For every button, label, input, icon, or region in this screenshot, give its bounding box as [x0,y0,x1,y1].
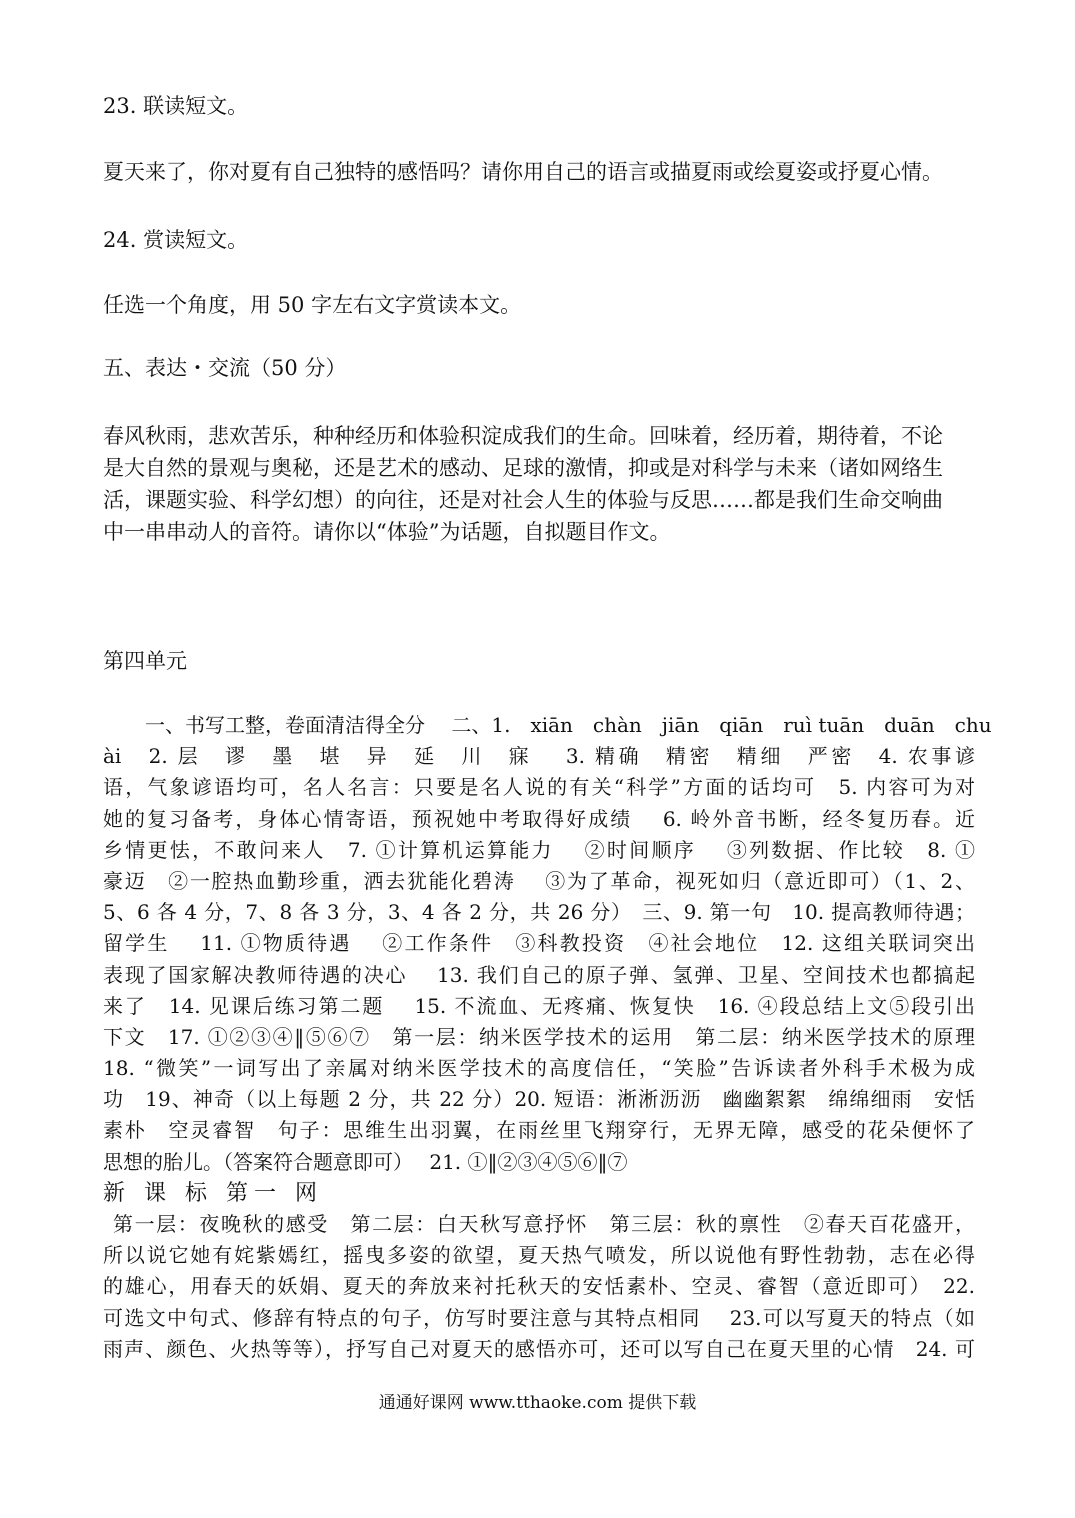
answer-line: 5、6 各 4 分，7、8 各 3 分，3、4 各 2 分，共 26 分） 三、9. 第一句 10. 提高教师待遇； [103,900,975,925]
answer-line: 素朴 空灵睿智 句子：思维生出羽翼，在雨丝里飞翔穿行，无界无障，感受的花朵便怀了 [103,1118,975,1143]
answer-line: 下文 17. ①②③④‖⑤⑥⑦ 第一层：纳米医学技术的运用 第二层：纳米医学技术的原理 [103,1024,975,1049]
answer-line: 所以说它她有姹紫嫣红，摇曳多姿的欲望，夏天热气喷发，所以说他有野性勃勃，志在必得 [103,1243,975,1268]
unit4-heading: 第四单元 [103,649,187,673]
answer-line: 功 19、神奇（以上每题 2 分，共 22 分）20. 短语：淅淅沥沥 幽幽絮絮 绵绵细雨 安恬 [103,1087,975,1112]
section5-line: 春风秋雨，悲欢苦乐，种种经历和体验积淀成我们的生命。回味着，经历着，期待着，不论 [103,424,943,448]
answer-line: 第一层：夜晚秋的感受 第二层：白天秋写意抒怀 第三层：秋的禀性 ②春天百花盛开， [113,1212,975,1236]
q24-heading: 24. 赏读短文。 [103,228,249,252]
answer-line: 表现了国家解决教师待遇的决心 13. 我们自己的原子弹、氢弹、卫星、空间技术也都搞起 [103,962,975,987]
page-footer: 通通好课网 www.tthaoke.com 提供下载 [378,1393,697,1413]
answer-line: 豪迈 ②一腔热血勤珍重，洒去犹能化碧涛 ③为了革命，视死如归（意近即可）（1、2、 [103,868,975,893]
q23-prompt: 夏天来了，你对夏有自己独特的感悟吗？请你用自己的语言或描夏雨或绘夏姿或抒夏心情。 [103,160,943,184]
section5-line: 是大自然的景观与奥秘，还是艺术的感动、足球的激情，抑或是对科学与未来（诸如网络生 [103,456,943,480]
answer-line: 雨声、颜色、火热等等），抒写自己对夏天的感悟亦可，还可以写自己在夏天里的心情 24. 可 [103,1336,975,1361]
answer-line: 的雄心，用春天的妖娟、夏天的奔放来衬托秋天的安恬素朴、空灵、睿智（意近即可） 22. [103,1274,975,1299]
unit4-answers [103,710,992,1365]
answer-line: 可选文中句式、修辞有特点的句子，仿写时要注意与其特点相同 23.可以写夏天的特点（如 [103,1305,975,1330]
answer-line: 思想的胎儿。（答案符合题意即可） 21. ①‖②③④⑤⑥‖⑦ [103,1149,628,1174]
answer-line: ài 2. 层 谬 墨 堪 异 延 川 寐 3. 精确 精密 精细 严密 4. 农事谚 [103,744,975,769]
section5-line: 活，课题实验、科学幻想）的向往，还是对社会人生的体验与反思……都是我们生命交响曲 [103,488,943,512]
answer-line: 一、书写工整，卷面清洁得全分 二、1. xiān chàn jiān qiān ruì tuān duān chu [145,713,992,737]
section5-heading: 五、表达・交流（50 分） [103,356,347,380]
answer-line: 乡情更怯，不敢问来人 7. ①计算机运算能力 ②时间顺序 ③列数据、作比较 8. ① [103,837,975,862]
answer-line: 她的复习备考，身体心情寄语，预祝她中考取得好成绩 6. 岭外音书断，经冬复历春。近 [103,806,975,831]
q23-heading: 23. 联读短文。 [103,94,249,118]
site-watermark-line: 新 课 标 第一 网 [103,1180,323,1206]
answer-line: 来了 14. 见课后练习第二题 15. 不流血、无疼痛、恢复快 16. ④段总结上文⑤段引出 [103,993,975,1018]
answer-line: 语，气象谚语均可，名人名言：只要是名人说的有关“科学”方面的话均可 5. 内容可为对 [103,775,975,800]
section5-line: 中一串串动人的音符。请你以“体验”为话题，自拟题目作文。 [103,520,671,544]
answer-line: 留学生 11. ①物质待遇 ②工作条件 ③科教投资 ④社会地位 12. 这组关联词突出 [103,931,975,956]
q24-prompt: 任选一个角度，用 50 字左右文字赏读本文。 [103,293,522,317]
answer-line: 18. “微笑”一词写出了亲属对纳米医学技术的高度信任，“笑脸”告诉读者外科手术极为成 [103,1056,975,1081]
